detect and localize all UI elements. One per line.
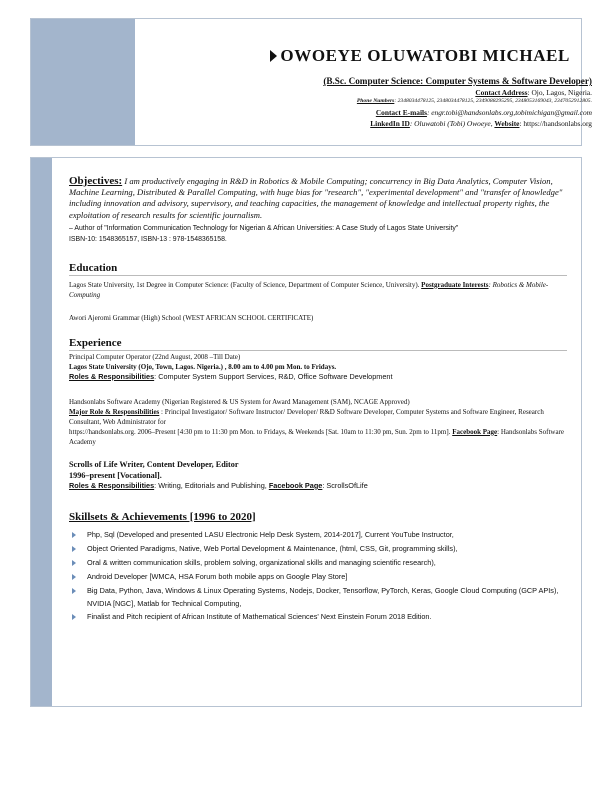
job1-title: Principal Computer Operator (22nd August, 2008 –Till Date) xyxy=(69,352,241,361)
linkedin-label: LinkedIn ID xyxy=(370,119,410,128)
list-item: Object Oriented Paradigms, Native, Web Portal Development & Maintenance, (html, CSS, Git, programming skills), xyxy=(69,542,567,556)
objectives-paragraph xyxy=(69,176,567,221)
name-text: OWOEYE OLUWATOBI MICHAEL xyxy=(280,46,570,65)
objectives-text: I am productively engaging in R&D in Robotics & Mobile Computing; concurrency in Big Data Analytics, Computer Vision, Machine Learning, Distributed & Parallel Computing, with huge bias for "research", "experimental development" and "transfer of knowledge" including innovation and advisory, supervisory, and teaching capacities, the management of knowledge and intellectual property rights, the exploitation of research results for scientific journalism. xyxy=(69,176,563,220)
pg-interests-value: : Robotics & Mobile-Computing xyxy=(69,280,549,299)
list-item: Android Developer [WMCA, HSA Forum both mobile apps on Google Play Store] xyxy=(69,570,567,584)
body-side-panel xyxy=(31,158,52,706)
job2-role xyxy=(69,407,567,427)
job3-facebook-label: Facebook Page xyxy=(268,480,323,490)
objectives-label: Objectives: xyxy=(69,175,123,187)
job1-roles-value: : Computer System Support Services, R&D, Office Software Development xyxy=(154,371,393,381)
resume-content xyxy=(69,176,567,624)
website-label: Website xyxy=(494,119,520,128)
job3-roles xyxy=(69,481,567,491)
degree-line: (B.Sc. Computer Science: Computer Systems & Software Developer) xyxy=(323,76,592,86)
contact-address-line xyxy=(475,88,592,97)
job3-period: 1996–present [Vocational]. xyxy=(69,470,162,480)
phone-value: : 2348034478125, 2348034478125, 2349088295295, 2348053169043, 2347052912805. xyxy=(394,98,592,104)
phone-label: Phone Numbers xyxy=(356,98,395,104)
skills-list xyxy=(69,528,567,624)
job3-roles-label: Roles & Responsibilities xyxy=(69,480,155,490)
linkedin-value[interactable]: : Oluwatobi (Tobi) Owoeye, xyxy=(409,119,493,128)
job2-hours xyxy=(69,427,567,447)
author-book: – Author of "Information Communication Technology for Nigerian & African Universities: A Case Study of Lagos State University" xyxy=(69,224,459,232)
education-lasu-text: Lagos State University, 1st Degree in Computer Science: (Faculty of Science, Department of Computer Science, University). xyxy=(69,280,420,289)
education-high-school: Awori Ajeromi Grammar (High) School (WEST AFRICAN SCHOOL CERTIFICATE) xyxy=(69,313,314,322)
header-side-panel xyxy=(31,19,135,145)
list-item: Php, Sql (Developed and presented LASU Electronic Help Desk System, 2014-2017], Current YouTube Instructor, xyxy=(69,528,567,542)
phone-line xyxy=(357,98,592,104)
job3-roles-value: : Writing, Editorials and Publishing, xyxy=(154,480,267,490)
list-item: Finalist and Pitch recipient of African Institute of Mathematical Sciences' Next Einstein Forum 2018 Edition. xyxy=(69,610,567,624)
job2-role-value: : Principal Investigator/ Software Instructor/ Developer/ R&D Software Developer, Computer Systems and Software Engineer, Research Consultant, Web Administrator for xyxy=(69,407,544,426)
website-link[interactable]: : https://handsonlabs.org xyxy=(519,119,592,128)
job1-roles-label: Roles & Responsibilities xyxy=(69,371,155,381)
author-isbn: ISBN-10: 1548365157, ISBN-13 : 978-1548365158. xyxy=(69,235,227,243)
job2-org: Handsonlabs Software Academy (Nigerian Registered & US System for Award Management (SAM), NCAGE Approved) xyxy=(69,397,410,406)
applicant-name xyxy=(270,46,570,66)
job2-hours-text: https://handsonlabs.org. 2006–Present [4:30 pm to 11:30 pm Mon. to Fridays, & Weekends [Sat. 10am to 11:30 pm, Sun. 2pm to 11pm]. xyxy=(69,427,451,436)
pg-interests-label: Postgraduate Interests xyxy=(421,280,489,289)
skills-heading xyxy=(69,511,567,524)
skills-heading-text: Skillsets & Achievements [1996 to 2020] xyxy=(69,510,256,523)
list-item: Oral & written communication skills, problem solving, organizational skills and managing scientific research), xyxy=(69,556,567,570)
email-label: Contact E-mails xyxy=(375,108,427,117)
contact-address-value: : Ojo, Lagos, Nigeria. xyxy=(527,88,592,97)
job1-place: Lagos State University (Ojo, Town, Lagos. Nigeria.) , 8.00 am to 4.00 pm Mon. to Fridays. xyxy=(69,362,337,371)
email-line xyxy=(376,108,592,117)
job2-facebook-value[interactable]: : Handsonlabs Software Academy xyxy=(69,427,565,446)
experience-heading: Experience xyxy=(69,337,567,351)
job2-facebook-label: Facebook Page xyxy=(452,427,498,436)
job3-facebook-value[interactable]: : ScrollsOfLife xyxy=(322,480,368,490)
education-lasu xyxy=(69,280,567,300)
list-item: Big Data, Python, Java, Windows & Linux Operating Systems, Nodejs, Docker, Tensorflow, PyTorch, Keras, Google Cloud Computing (GCP APIs), NVIDIA [NGC], Matlab for Technical Computing, xyxy=(69,584,567,610)
contact-address-label: Contact Address xyxy=(475,88,528,97)
education-heading: Education xyxy=(69,262,567,276)
linkedin-line xyxy=(370,119,592,128)
job2-role-label: Major Role & Responsibilities xyxy=(69,407,160,416)
triangle-bullet-icon xyxy=(270,50,277,62)
author-line xyxy=(69,223,567,245)
email-value[interactable]: : engr.tobi@handsonlabs.org,tobimichigan@gmail.com xyxy=(426,108,592,117)
job3-title: Scrolls of Life Writer, Content Developer, Editor xyxy=(69,459,239,469)
job1-roles xyxy=(69,372,567,382)
